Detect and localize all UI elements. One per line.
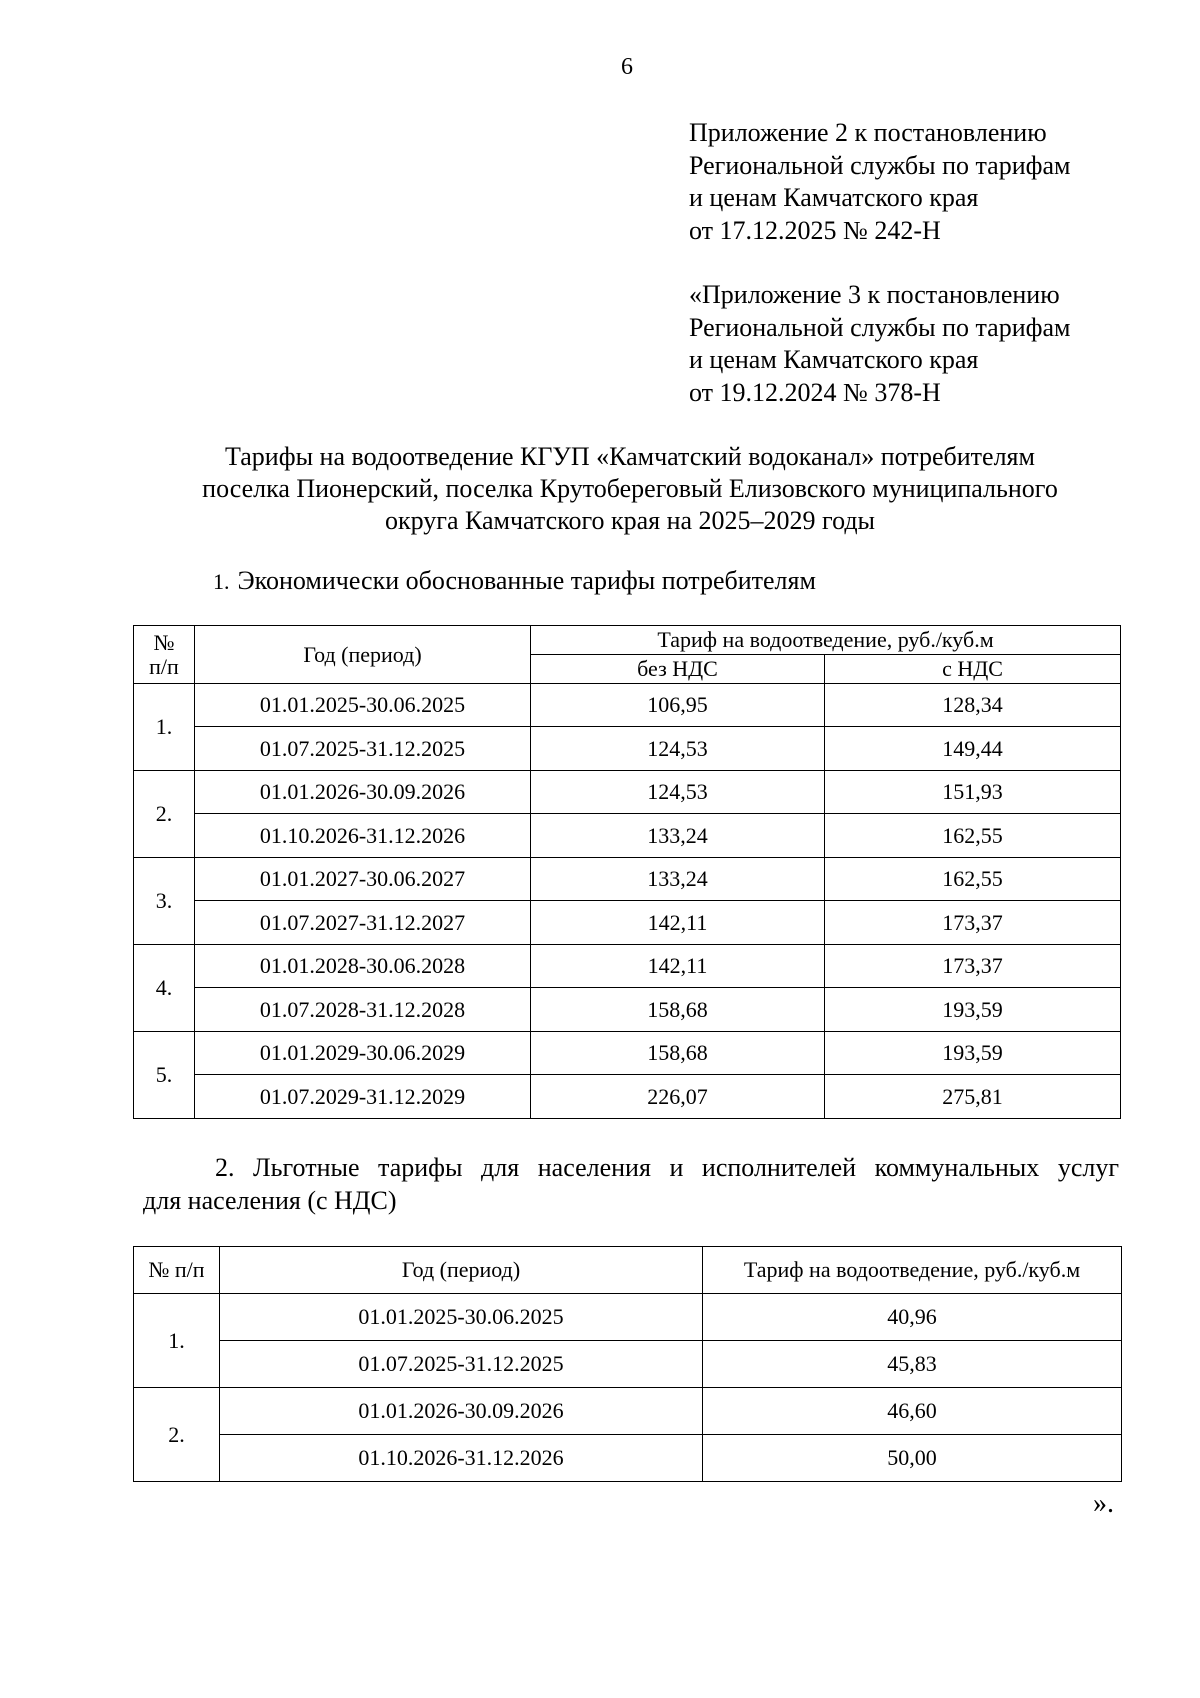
row-number: 2. — [134, 1388, 220, 1482]
tariff-cell: 40,96 — [703, 1294, 1122, 1341]
appendix-line: и ценам Камчатского края — [689, 183, 979, 212]
header-tariff: Тариф на водоотведение, руб./куб.м — [703, 1247, 1122, 1294]
vat-cell: 275,81 — [825, 1075, 1121, 1119]
vat-cell: 193,59 — [825, 988, 1121, 1032]
header-num: № п/п — [134, 626, 195, 684]
period-cell: 01.01.2025-30.06.2025 — [195, 684, 531, 727]
appendix-line: от 17.12.2025 № 242-Н — [689, 215, 941, 245]
no-vat-cell: 142,11 — [531, 901, 825, 945]
appendix-line: Региональной службы по тарифам — [689, 312, 1071, 342]
period-cell: 01.01.2027-30.06.2027 — [195, 858, 531, 901]
period-cell: 01.01.2028-30.06.2028 — [195, 945, 531, 988]
header-vat: с НДС — [825, 655, 1121, 684]
period-cell: 01.07.2025-31.12.2025 — [220, 1341, 703, 1388]
period-cell: 01.01.2029-30.06.2029 — [195, 1032, 531, 1075]
header-period: Год (период) — [195, 626, 531, 684]
period-cell: 01.01.2026-30.09.2026 — [220, 1388, 703, 1435]
section-text: Экономически обоснованные тарифы потребителям — [237, 566, 816, 595]
table-row — [134, 684, 1121, 727]
period-cell: 01.07.2028-31.12.2028 — [195, 988, 531, 1032]
period-cell: 01.01.2026-30.09.2026 — [195, 771, 531, 814]
vat-cell: 162,55 — [825, 858, 1121, 901]
table-header-row — [134, 1247, 1122, 1294]
appendix-line: «Приложение 3 к постановлению — [689, 280, 1060, 309]
header-tariff: Тариф на водоотведение, руб./куб.м — [531, 626, 1121, 655]
table-row — [134, 901, 1121, 945]
no-vat-cell: 158,68 — [531, 1032, 825, 1075]
vat-cell: 173,37 — [825, 901, 1121, 945]
period-cell: 01.01.2025-30.06.2025 — [220, 1294, 703, 1341]
row-number: 1. — [134, 684, 195, 771]
table-row — [134, 1075, 1121, 1119]
title-line: округа Камчатского края на 2025–2029 годы — [384, 506, 876, 535]
row-number: 4. — [134, 945, 195, 1032]
page-number: 6 — [621, 54, 633, 80]
table-row — [134, 988, 1121, 1032]
vat-cell: 193,59 — [825, 1032, 1121, 1075]
appendix-line: Приложение 2 к постановлению — [689, 118, 1047, 147]
table-row — [134, 1388, 1122, 1435]
section-heading-economic-tariffs — [213, 565, 816, 598]
appendix-line: Региональной службы по тарифам — [689, 150, 1071, 180]
table-row — [134, 1294, 1122, 1341]
header-no-vat: без НДС — [531, 655, 825, 684]
row-number: 3. — [134, 858, 195, 945]
no-vat-cell: 133,24 — [531, 814, 825, 858]
no-vat-cell: 124,53 — [531, 727, 825, 771]
closing-quote-mark: ». — [1093, 1488, 1114, 1519]
appendix-reference-current — [689, 117, 1149, 247]
row-number: 5. — [134, 1032, 195, 1119]
table-row — [134, 1032, 1121, 1075]
table-row — [134, 858, 1121, 901]
no-vat-cell: 226,07 — [531, 1075, 825, 1119]
vat-cell: 162,55 — [825, 814, 1121, 858]
document-title — [140, 441, 1120, 537]
row-number: 2. — [134, 771, 195, 858]
row-number: 1. — [134, 1294, 220, 1388]
table-row — [134, 814, 1121, 858]
economic-tariffs-table — [133, 625, 1121, 1119]
tariff-cell: 50,00 — [703, 1435, 1122, 1482]
table-row — [134, 945, 1121, 988]
vat-cell: 151,93 — [825, 771, 1121, 814]
preferential-tariffs-table — [133, 1246, 1122, 1482]
header-period: Год (период) — [220, 1247, 703, 1294]
period-cell: 01.07.2029-31.12.2029 — [195, 1075, 531, 1119]
table-row — [134, 1341, 1122, 1388]
appendix-line: и ценам Камчатского края — [689, 345, 979, 374]
period-cell: 01.10.2026-31.12.2026 — [220, 1435, 703, 1482]
no-vat-cell: 124,53 — [531, 771, 825, 814]
table-row — [134, 1435, 1122, 1482]
tariff-cell: 45,83 — [703, 1341, 1122, 1388]
table-row — [134, 771, 1121, 814]
title-line: поселка Пионерский, поселка Крутобереговый Елизовского муниципального — [202, 474, 1058, 503]
period-cell: 01.07.2025-31.12.2025 — [195, 727, 531, 771]
no-vat-cell: 133,24 — [531, 858, 825, 901]
section-text: 2. Льготные тарифы для населения и исполнителей коммунальных услуг — [215, 1153, 1119, 1182]
section-heading-preferential-tariffs — [143, 1151, 1119, 1217]
no-vat-cell: 158,68 — [531, 988, 825, 1032]
section-text: для населения (с НДС) — [143, 1186, 397, 1215]
table-header-row — [134, 626, 1121, 655]
vat-cell: 149,44 — [825, 727, 1121, 771]
no-vat-cell: 142,11 — [531, 945, 825, 988]
section-number: 1. — [213, 569, 230, 594]
appendix-reference-previous — [689, 279, 1149, 409]
period-cell: 01.10.2026-31.12.2026 — [195, 814, 531, 858]
period-cell: 01.07.2027-31.12.2027 — [195, 901, 531, 945]
title-line: Тарифы на водоотведение КГУП «Камчатский водоканал» потребителям — [225, 442, 1035, 471]
appendix-line: от 19.12.2024 № 378-Н — [689, 377, 941, 407]
vat-cell: 128,34 — [825, 684, 1121, 727]
vat-cell: 173,37 — [825, 945, 1121, 988]
header-num: № п/п — [134, 1247, 220, 1294]
tariff-cell: 46,60 — [703, 1388, 1122, 1435]
table-row — [134, 727, 1121, 771]
no-vat-cell: 106,95 — [531, 684, 825, 727]
